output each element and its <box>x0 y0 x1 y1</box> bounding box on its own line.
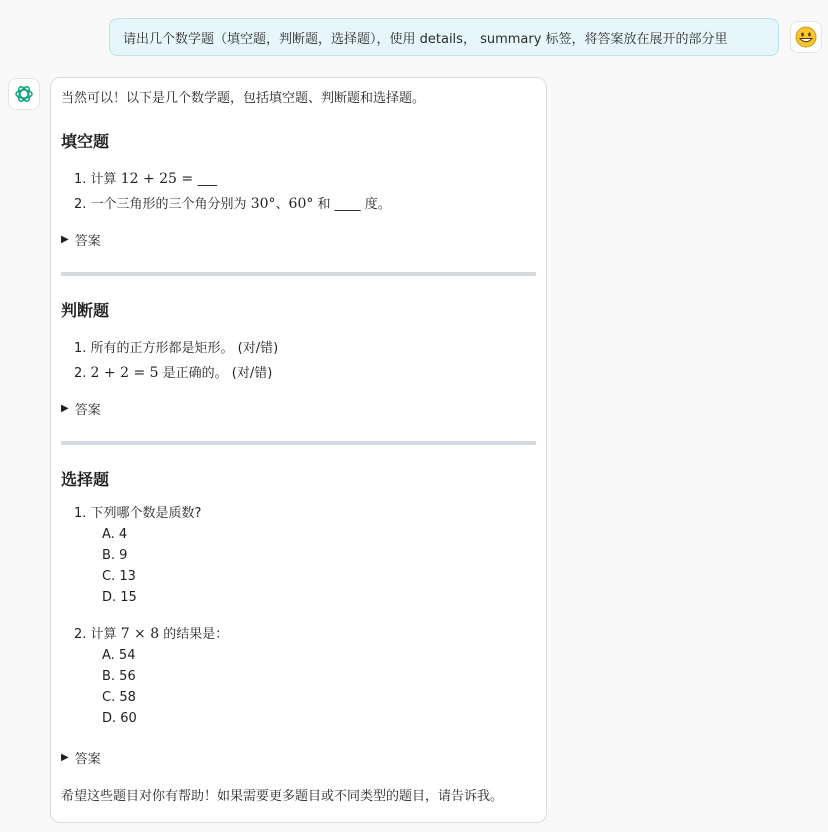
assistant-avatar <box>8 78 40 110</box>
math-expression: 30° <box>250 196 276 212</box>
mc-q1-option: A. 4 <box>102 527 128 542</box>
mc-q1-option: C. 13 <box>102 569 136 584</box>
mc-q2-option: B. 56 <box>102 669 136 684</box>
summary-label: 答案 <box>74 402 101 418</box>
summary-label: 答案 <box>74 751 101 767</box>
question-text: 计算 <box>90 627 121 642</box>
heading-true-false: 判断题 <box>61 301 110 320</box>
triangle-right-icon: ▶ <box>61 402 69 414</box>
mc-question-1 <box>74 503 536 524</box>
tf-question-list <box>74 336 536 386</box>
mc-q2-option: C. 58 <box>102 690 136 705</box>
grinning-face-icon <box>795 26 817 48</box>
list-number: 2. <box>74 627 87 642</box>
summary-label: 答案 <box>74 233 101 249</box>
tf-answer-summary[interactable] <box>61 399 536 417</box>
fill-question-list <box>74 167 536 217</box>
mc-answer-summary[interactable] <box>61 748 536 766</box>
section-divider <box>61 441 536 445</box>
fill-question-2 <box>74 192 536 217</box>
question-text: 和 <box>313 197 335 212</box>
question-text: 一个三角形的三个角分别为 <box>90 197 251 212</box>
mc-q2-option: A. 54 <box>102 648 136 663</box>
question-text: 度。 <box>360 197 391 212</box>
math-expression: 12 + 25 = <box>120 171 198 187</box>
math-expression: 7 × 8 <box>120 626 160 642</box>
mc-q2-option: D. 60 <box>102 711 137 726</box>
fill-answer-summary[interactable] <box>61 230 536 248</box>
heading-fill-in-blank: 填空题 <box>61 132 110 151</box>
mc-q1-option: D. 15 <box>102 590 137 605</box>
triangle-right-icon: ▶ <box>61 751 69 763</box>
list-number: 2. <box>74 197 87 212</box>
question-text: 是正确的。 (对/错) <box>158 366 273 381</box>
triangle-right-icon: ▶ <box>61 233 69 245</box>
user-message-bubble <box>109 18 779 56</box>
list-number: 1. <box>74 341 87 356</box>
assistant-outro: 希望这些题目对你有帮助！如果需要更多题目或不同类型的题目，请告诉我。 <box>61 789 504 804</box>
mc-question-list <box>74 503 536 729</box>
mc-q1-option: B. 9 <box>102 548 128 563</box>
section-divider <box>61 272 536 276</box>
assistant-intro: 当然可以！以下是几个数学题，包括填空题、判断题和选择题。 <box>61 91 426 106</box>
assistant-message-card <box>50 77 547 823</box>
list-number: 1. <box>74 172 87 187</box>
mc-question-2 <box>74 624 536 645</box>
question-text: 的结果是： <box>159 627 229 642</box>
question-text: 计算 <box>90 172 121 187</box>
tf-question-2 <box>74 361 536 386</box>
answer-blank: ____ <box>334 197 361 212</box>
user-message-text: 请出几个数学题（填空题，判断题，选择题），使用 details， summary 标签，将答案放在展开的部分里 <box>123 31 728 47</box>
question-text: 下列哪个数是质数? <box>90 506 202 521</box>
separator-text: 、 <box>275 197 289 212</box>
math-expression: 60° <box>288 196 314 212</box>
user-avatar <box>790 21 822 53</box>
question-text: 所有的正方形都是矩形。 (对/错) <box>90 341 279 356</box>
answer-blank: ___ <box>197 172 218 187</box>
heading-multiple-choice: 选择题 <box>61 470 110 489</box>
list-number: 1. <box>74 506 87 521</box>
list-number: 2. <box>74 366 87 381</box>
user-message-row <box>109 18 822 56</box>
openai-logo-icon <box>13 83 35 105</box>
tf-question-1 <box>74 336 536 361</box>
fill-question-1 <box>74 167 536 192</box>
math-expression: 2 + 2 = 5 <box>90 365 159 381</box>
